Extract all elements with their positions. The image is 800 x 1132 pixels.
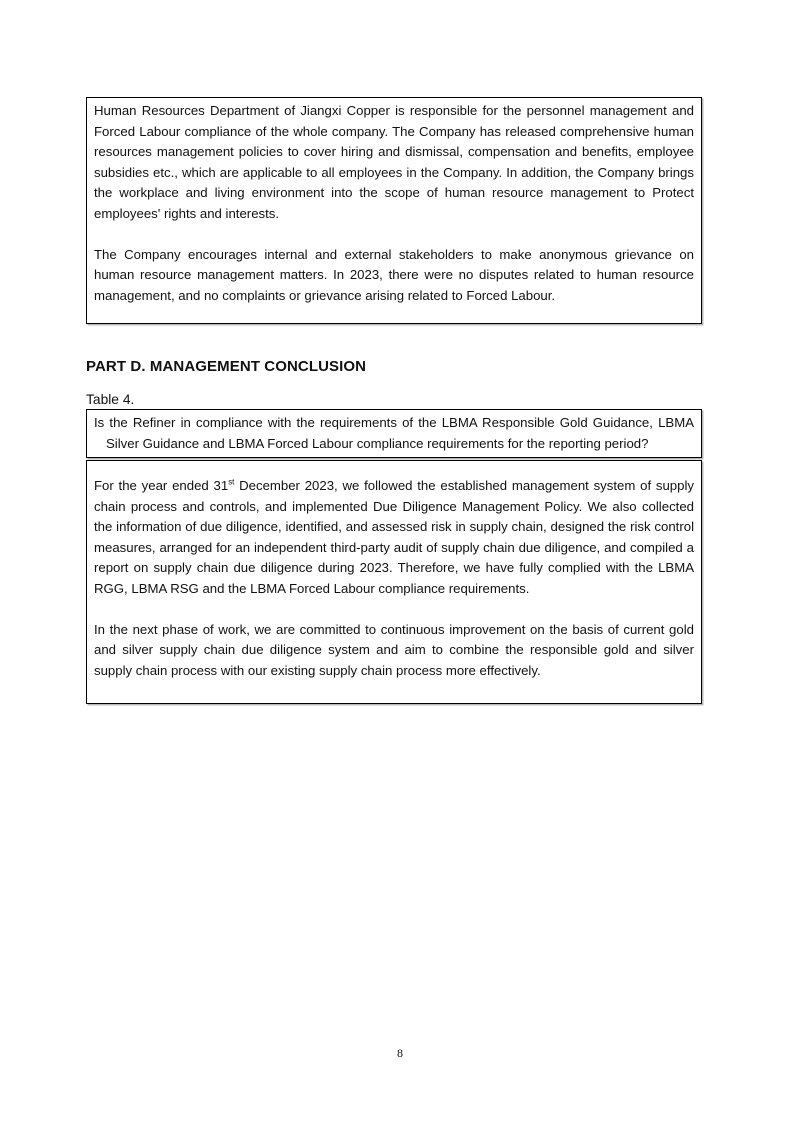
page-number: 8 [397, 1046, 403, 1060]
answer-p1-text-after-superscript: December 2023, we followed the established management system of supply chain process and controls, and implemented Due Diligence Management Policy. We also collected the information of due diligence, identified, and assessed risk in supply chain, designed the risk control measures, arranged for an independent third-party audit of supply chain due diligence, and compiled a report on supply chain due diligence during 2023. Therefore, we have fully complied with the LBMA RGG, LBMA RSG and the LBMA Forced Labour compliance requirements. [94, 478, 695, 596]
table4-caption: Table 4. [86, 392, 135, 407]
answer-paragraph-2: In the next phase of work, we are committed to continuous improvement on the basis of current gold and silver supply chain due diligence system and aim to combine the responsible gold and silver supply chain process with our existing supply chain process more effectively. [94, 621, 694, 678]
hr-compliance-box [86, 97, 702, 324]
ordinal-superscript: st [228, 477, 235, 487]
answer-p1-text-before-superscript: For the year ended 31 [94, 478, 229, 493]
table4-question-cell [86, 409, 702, 458]
hr-box-paragraph-1: Human Resources Department of Jiangxi Copper is responsible for the personnel management and Forced Labour compliance of the whole company. The Company has released comprehensive human resources management policies to cover hiring and dismissal, compensation and benefits, employee subsidies etc., which are applicable to all employees in the Company. In addition, the Company brings the workplace and living environment into the scope of human resource management to Protect employees' rights and interests. [94, 103, 694, 221]
table4-question-text: Is the Refiner in compliance with the requirements of the LBMA Responsible Gold Guidance, LBMA Silver Guidance and LBMA Forced Labour compliance requirements for the reporting period? [94, 415, 694, 451]
answer-paragraph-1 [94, 476, 694, 599]
part-d-heading: PART D. MANAGEMENT CONCLUSION [86, 358, 367, 375]
table4-answer-cell [86, 460, 702, 704]
hr-box-paragraph-2: The Company encourages internal and external stakeholders to make anonymous grievance on human resource management matters. In 2023, there were no disputes related to human resource management, and no complaints or grievance arising related to Forced Labour. [94, 246, 694, 303]
